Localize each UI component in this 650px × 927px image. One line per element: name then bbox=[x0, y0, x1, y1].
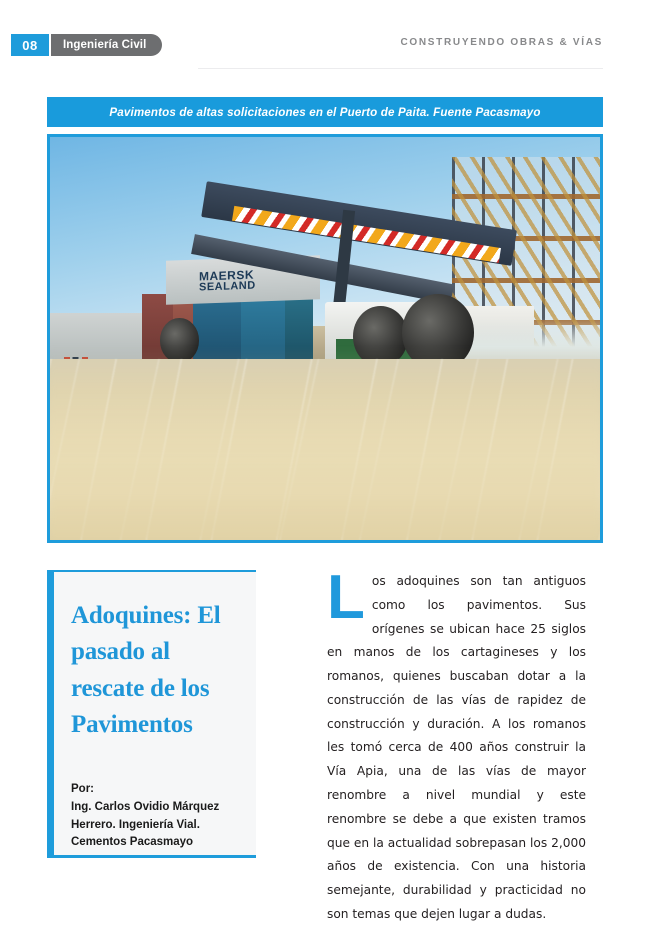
article-body-text: os adoquines son tan antiguos como los pavimentos. Sus orígenes se ubican hace 25 siglos en manos de los cartagineses y los romanos, quienes buscaban dotar a la construcción de las vías de rapidez de construcción y duración. A los romanos les tomó cerca de 400 años construir la Vía Apia, una de las vías de mayor renombre a nivel mundial y este renombre se debe a que existen tramos que en la actualidad sobrepasan los 2,000 años de existencia. Con una historia semejante, durabilidad y practicidad no son temas que dejen lugar a dudas. bbox=[327, 574, 586, 921]
figure-caption-bar bbox=[47, 97, 603, 127]
running-head: CONSTRUYENDO OBRAS & VÍAS bbox=[400, 37, 603, 48]
header-divider bbox=[198, 68, 603, 69]
article-byline bbox=[71, 781, 242, 852]
byline-label: Por: bbox=[71, 783, 94, 795]
byline-author: Ing. Carlos Ovidio Márquez Herrero. Ingeniería Vial. Cementos Pacasmayo bbox=[71, 800, 220, 849]
figure-photo bbox=[47, 134, 603, 543]
article-title-card bbox=[47, 570, 256, 858]
maersk-label-line1: MAERSK bbox=[198, 267, 254, 284]
maersk-label-line2: SEALAND bbox=[198, 279, 256, 294]
article-body bbox=[327, 563, 586, 927]
figure-caption-text: Pavimentos de altas solicitaciones en el Puerto de Paita. Fuente Pacasmayo bbox=[109, 105, 541, 119]
section-tab-ingenieria-civil: Ingeniería Civil bbox=[51, 34, 162, 56]
photo-scene bbox=[50, 137, 600, 540]
article-dropcap: L bbox=[327, 563, 365, 632]
article-headline: Adoquines: El pasado al rescate de los Pavimentos bbox=[71, 602, 221, 738]
photo-foreground-blur bbox=[50, 347, 600, 540]
page-number-badge: 08 bbox=[11, 34, 49, 56]
page-header bbox=[0, 34, 650, 56]
